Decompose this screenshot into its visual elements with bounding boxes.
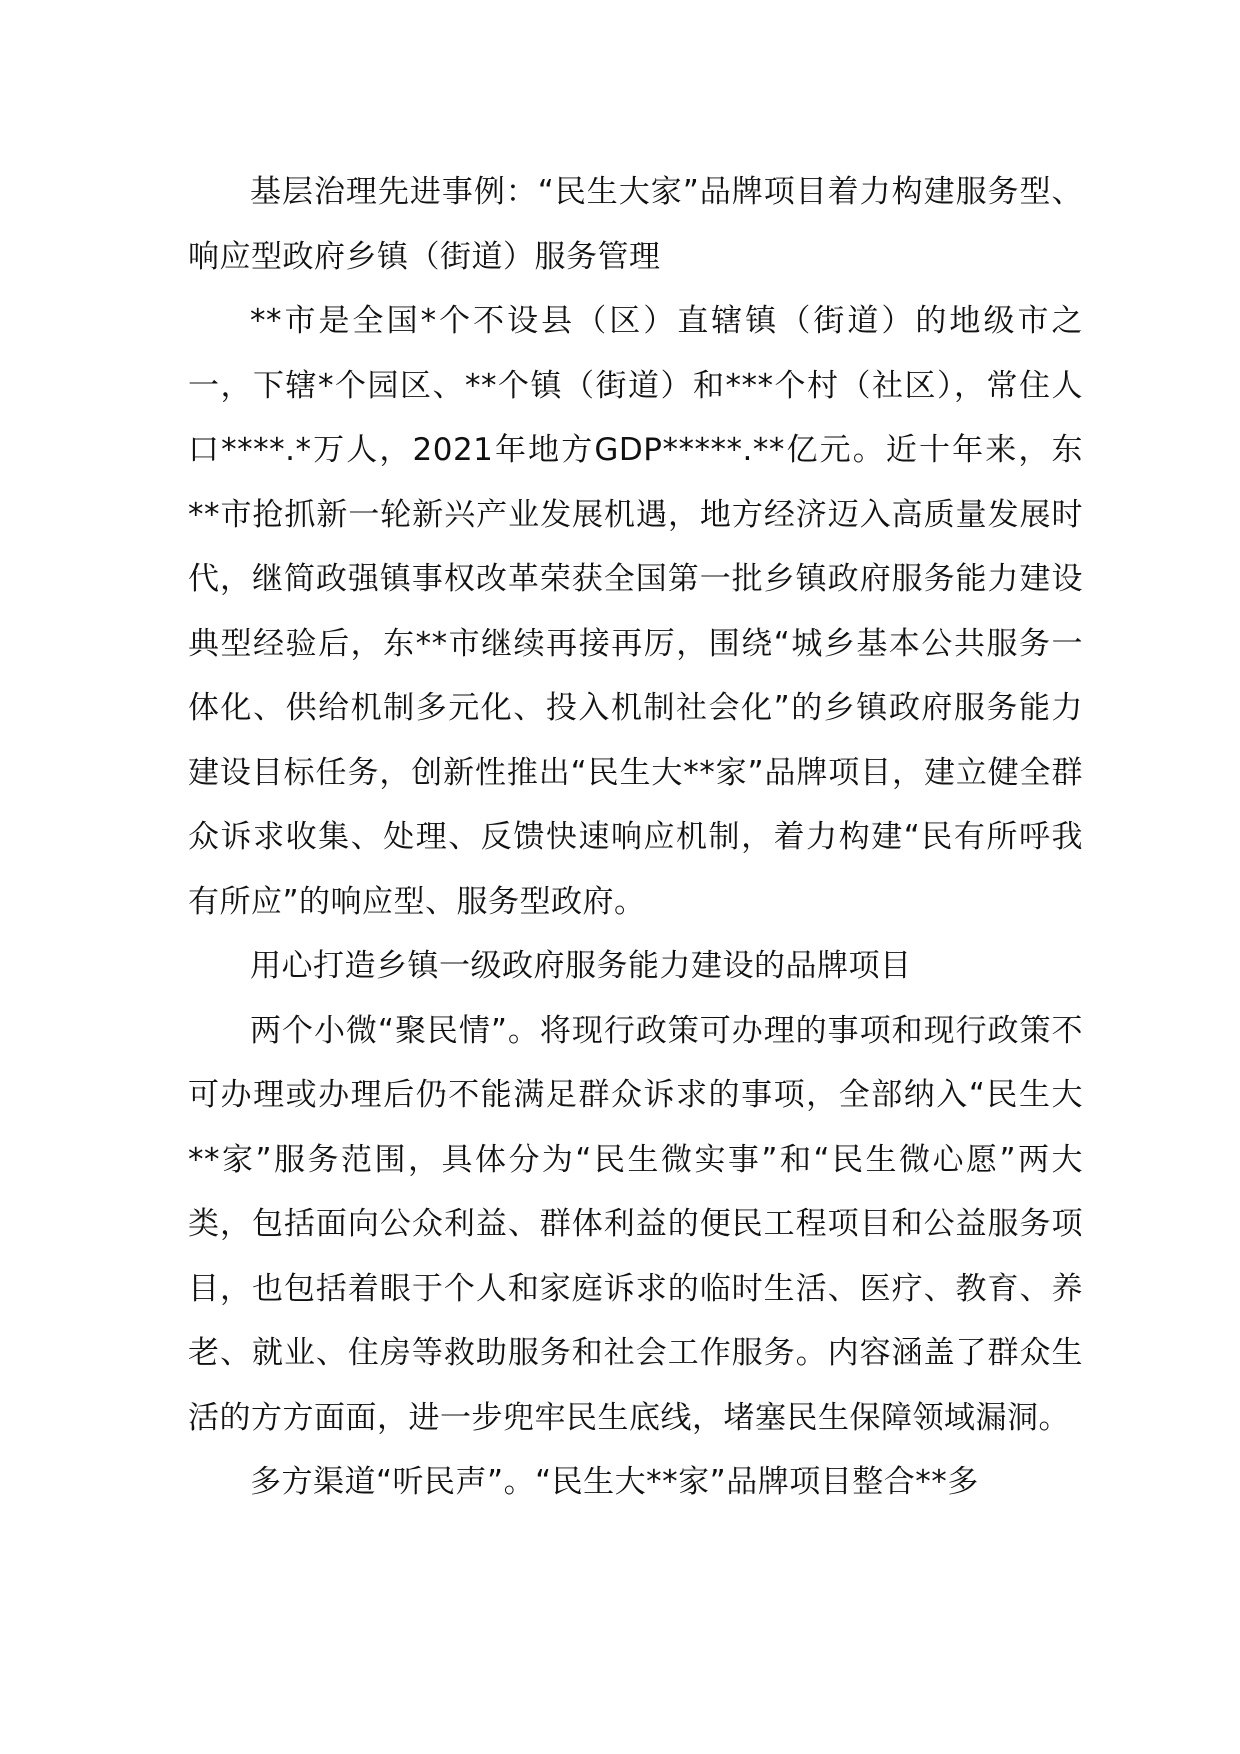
body-paragraph: 多方渠道“听民声”。“民生大**家”品牌项目整合**多 [250,1464,979,1500]
section-heading: 用心打造乡镇一级政府服务能力建设的品牌项目 [250,948,912,984]
body-paragraph: 两个小微“聚民情”。将现行政策可办理的事项和现行政策不可办理或办理后仍不能满足群众诉求的事项，全部纳入“民生大**家”服务范围，具体分为“民生微实事”和“民生微心愿”两大类，包括面向公众利益、群体利益的便民工程项目和公益服务项目，也包括着眼于个人和家庭诉求的临时生活、医疗、教育、养老、就业、住房等救助服务和社会工作服务。内容涵盖了群众生活的方方面面，进一步兜牢民生底线，堵塞民生保障领域漏洞。 [188,1012,1083,1436]
intro-paragraph: **市是全国*个不设县（区）直辖镇（街道）的地级市之一，下辖*个园区、**个镇（街道）和***个村（社区），常住人口****.*万人，2021年地方GDP*****.**亿元。近十年来，东**市抢抓新一轮新兴产业发展机遇，地方经济迈入高质量发展时代，继简政强镇事权改革荣获全国第一批乡镇政府服务能力建设典型经验后，东**市继续再接再厉，围绕“城乡基本公共服务一体化、供给机制多元化、投入机制社会化”的乡镇政府服务能力建设目标任务，创新性推出“民生大**家”品牌项目，建立健全群众诉求收集、处理、反馈快速响应机制，着力构建“民有所呼我有所应”的响应型、服务型政府。 [188,303,1083,920]
document-page [188,160,1083,1515]
title-paragraph: 基层治理先进事例：“民生大家”品牌项目着力构建服务型、响应型政府乡镇（街道）服务管理 [188,174,1083,275]
